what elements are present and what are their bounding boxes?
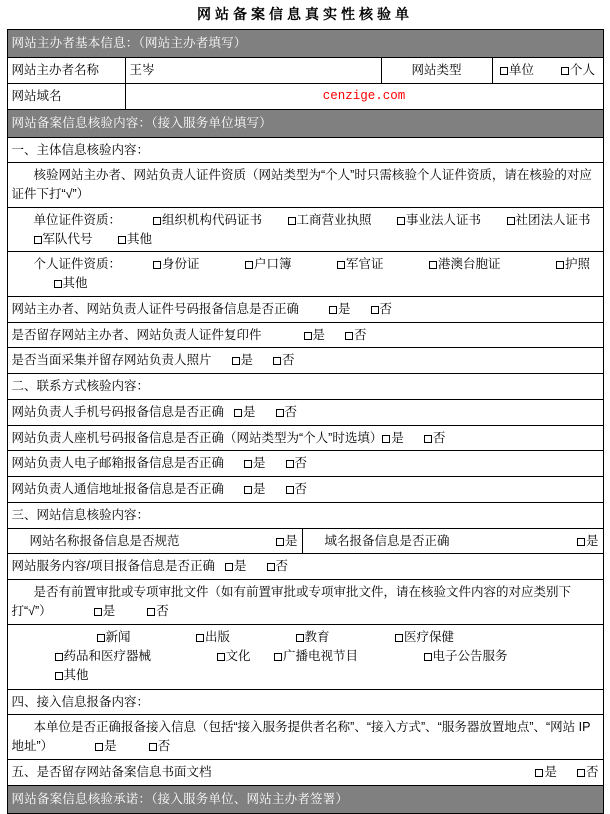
part2-q2-no[interactable] (424, 429, 446, 448)
part3-domain-question-cell (302, 528, 603, 554)
personal-cert-option-other-label: 其他 (62, 276, 88, 290)
category-broadcast[interactable] (274, 649, 358, 663)
empty-checkbox-icon[interactable] (577, 769, 585, 777)
part4-yes-label: 是 (104, 739, 117, 754)
part5-yes[interactable] (535, 763, 557, 782)
category-culture-label: 文化 (225, 648, 251, 663)
category-publishing-label: 出版 (205, 629, 231, 644)
empty-checkbox-icon[interactable] (118, 236, 126, 244)
part5-cell (7, 759, 603, 785)
part2-q4-cell (7, 477, 603, 503)
unit-cert-cell (7, 207, 603, 252)
part4-heading-row (7, 689, 603, 715)
part5-no-label: 否 (585, 764, 599, 779)
owner-banner-label: 网站主办者基本信息：（网站主办者填写） (11, 36, 247, 51)
part2-q4-label: 网站负责人通信地址报备信息是否正确 (11, 482, 225, 496)
part1-q1-cell (7, 296, 603, 322)
website-type-option-unit-label: 单位 (509, 63, 535, 77)
part3-preapproval-label: 是否有前置审批或专项审批文件（如有前置审批或专项审批文件，请在核验文件内容的对应类别下打“√”） (11, 585, 572, 618)
part2-q1-label: 网站负责人手机号码报备信息是否正确 (11, 404, 225, 419)
unit-cert-option-social-legal-label: 社团法人证书 (515, 212, 591, 227)
part1-q1-row (7, 296, 603, 322)
verify-banner-row (7, 109, 603, 137)
part1-q2-row (7, 322, 603, 348)
part3-service-cell (7, 554, 603, 580)
website-type-options (492, 58, 603, 84)
empty-checkbox-icon[interactable] (217, 653, 225, 661)
part3-preapproval-no-label: 否 (156, 603, 169, 618)
empty-checkbox-icon[interactable] (153, 261, 161, 269)
empty-checkbox-icon[interactable] (274, 653, 282, 661)
part3-preapproval-yes[interactable] (72, 602, 116, 621)
part1-q2-yes-label: 是 (312, 327, 326, 342)
page-title: 网站备案信息真实性核验单 (197, 8, 413, 23)
category-education-label: 教育 (304, 629, 330, 644)
part1-q1-no[interactable] (371, 300, 393, 319)
category-news[interactable] (55, 628, 131, 647)
category-healthcare-label: 医疗保健 (404, 629, 455, 644)
empty-checkbox-icon[interactable] (304, 332, 312, 340)
empty-checkbox-icon[interactable] (196, 634, 204, 642)
empty-checkbox-icon[interactable] (429, 261, 437, 269)
personal-cert-option-id-card[interactable] (131, 255, 200, 274)
empty-checkbox-icon[interactable] (371, 306, 379, 314)
website-type-option-unit[interactable] (500, 61, 534, 80)
part3-name-question-label: 网站名称报备信息是否规范 (29, 533, 180, 548)
personal-cert-option-household[interactable] (223, 255, 292, 274)
part2-q3-label: 网站负责人电子邮箱报备信息是否正确 (11, 456, 225, 471)
unit-cert-option-other-label: 其他 (127, 231, 153, 246)
empty-checkbox-icon[interactable] (288, 217, 296, 225)
promise-banner-label: 网站备案信息核验承诺：（接入服务单位、网站主办者签署） (11, 791, 349, 806)
personal-cert-option-hmt-label: 港澳台胞证 (438, 257, 501, 272)
part3-service-yes-label: 是 (233, 559, 247, 574)
part5-options (535, 763, 598, 782)
part2-q3-yes-label: 是 (253, 456, 266, 471)
part3-preapproval-row (7, 580, 603, 625)
empty-checkbox-icon[interactable] (561, 67, 569, 75)
empty-checkbox-icon[interactable] (94, 608, 102, 616)
unit-cert-option-other[interactable] (96, 230, 152, 249)
part3-service-no-label: 否 (275, 559, 289, 574)
personal-cert-option-other[interactable] (32, 274, 88, 293)
part3-domain-question-label: 域名报备信息是否正确 (324, 533, 450, 548)
part2-q1-no[interactable] (276, 403, 298, 422)
empty-checkbox-icon[interactable] (244, 486, 252, 494)
part3-preapproval-no[interactable] (125, 602, 169, 621)
part1-q3-cell (7, 348, 603, 374)
owner-banner (7, 30, 603, 58)
part2-q1-yes[interactable] (234, 403, 256, 422)
empty-checkbox-icon[interactable] (556, 261, 564, 269)
website-type-option-individual-label: 个人 (569, 63, 595, 77)
part1-heading-row (7, 137, 603, 163)
empty-checkbox-icon[interactable] (337, 261, 345, 269)
promise-banner (7, 785, 603, 813)
unit-cert-option-military-code-label: 军队代号 (42, 231, 93, 246)
part2-q3-no[interactable] (286, 454, 308, 473)
owner-banner-row (7, 30, 603, 58)
empty-checkbox-icon[interactable] (267, 563, 275, 571)
verify-banner-label: 网站备案信息核验内容：（接入服务单位填写） (11, 115, 272, 130)
empty-checkbox-icon[interactable] (276, 409, 284, 417)
empty-checkbox-icon[interactable] (507, 217, 515, 225)
category-bbs[interactable] (382, 647, 508, 666)
part1-q3-label: 是否当面采集并留存网站负责人照片 (11, 353, 212, 368)
unit-cert-label: 单位证件资质： (33, 212, 122, 227)
category-broadcast-label: 广播电视节目 (283, 648, 359, 663)
empty-checkbox-icon[interactable] (149, 743, 157, 751)
part1-q2-no-label: 否 (354, 327, 367, 342)
part3-service-row (7, 554, 603, 580)
part2-q1-row (7, 399, 603, 425)
unit-cert-row (7, 207, 603, 252)
category-publishing[interactable] (154, 628, 230, 647)
part3-preapproval-cell (7, 580, 603, 625)
empty-checkbox-icon[interactable] (97, 634, 105, 642)
personal-cert-row (7, 252, 603, 297)
part3-service-no[interactable] (267, 557, 289, 576)
part2-q2-yes[interactable] (382, 429, 404, 448)
empty-checkbox-icon[interactable] (232, 357, 240, 365)
unit-cert-option-institution-legal-label: 事业法人证书 (406, 212, 482, 227)
unit-cert-option-org-code[interactable] (131, 211, 262, 230)
domain-label: 网站域名 (7, 83, 125, 109)
empty-checkbox-icon[interactable] (234, 409, 242, 417)
verification-form-table (7, 29, 604, 814)
part5-heading: 五、是否留存网站备案信息书面文档 (11, 764, 212, 779)
part3-heading-row (7, 502, 603, 528)
part3-service-label: 网站服务内容/项目报备信息是否正确 (11, 559, 215, 574)
part1-q2-yes[interactable] (304, 326, 326, 345)
empty-checkbox-icon[interactable] (153, 217, 161, 225)
part2-q3-row (7, 451, 603, 477)
part2-q3-cell (7, 451, 603, 477)
part3-heading: 三、网站信息核验内容： (7, 502, 603, 528)
category-drugs-devices-label: 药品和医疗器械 (63, 648, 152, 663)
part3-domain-question-yes-label: 是 (585, 533, 599, 548)
part2-q4-yes-label: 是 (253, 482, 266, 496)
category-bbs-label: 电子公告服务 (432, 648, 508, 663)
category-news-label: 新闻 (105, 629, 131, 644)
owner-name-value[interactable]: 王岑 (125, 58, 381, 84)
promise-banner-row (7, 785, 603, 813)
part3-categories-cell (7, 624, 603, 689)
empty-checkbox-icon[interactable] (286, 460, 294, 468)
category-education[interactable] (254, 628, 330, 647)
unit-cert-option-business-license-label: 工商营业执照 (296, 212, 372, 227)
empty-checkbox-icon[interactable] (95, 743, 103, 751)
part1-heading: 一、主体信息核验内容： (7, 137, 603, 163)
empty-checkbox-icon[interactable] (397, 217, 405, 225)
part1-q3-row (7, 348, 603, 374)
part5-no[interactable] (577, 763, 599, 782)
empty-checkbox-icon[interactable] (55, 653, 63, 661)
personal-cert-option-passport-label: 护照 (565, 257, 591, 272)
part2-q4-no[interactable] (286, 480, 308, 499)
verify-banner (7, 109, 603, 137)
part2-q1-no-label: 否 (284, 404, 298, 419)
part1-q2-no[interactable] (345, 326, 367, 345)
part2-heading: 二、联系方式核验内容： (7, 374, 603, 400)
part1-q1-yes[interactable] (329, 300, 351, 319)
part2-q2-cell (7, 425, 603, 451)
domain-row (7, 83, 603, 109)
part1-intro-row (7, 163, 603, 208)
empty-checkbox-icon[interactable] (34, 236, 42, 244)
empty-checkbox-icon[interactable] (577, 538, 585, 546)
part1-q2-cell (7, 322, 603, 348)
part3-name-question-yes-label: 是 (284, 533, 298, 548)
category-other-label: 其他 (63, 668, 89, 683)
empty-checkbox-icon[interactable] (329, 306, 337, 314)
part2-q3-yes[interactable] (244, 454, 266, 473)
empty-checkbox-icon[interactable] (273, 357, 281, 365)
part3-service-yes[interactable] (225, 557, 247, 576)
part4-heading: 四、接入信息报备内容： (7, 689, 603, 715)
part2-q1-yes-label: 是 (243, 404, 256, 419)
category-healthcare[interactable] (353, 628, 454, 647)
category-other[interactable] (13, 666, 89, 685)
part1-q3-yes-label: 是 (240, 353, 254, 368)
empty-checkbox-icon[interactable] (54, 280, 62, 288)
personal-cert-option-officer-label: 军官证 (346, 257, 384, 272)
part3-name-question-cell (7, 528, 302, 554)
unit-cert-option-org-code-label: 组织机构代码证书 (162, 212, 263, 227)
part2-q3-no-label: 否 (294, 456, 308, 471)
part5-row (7, 759, 603, 785)
empty-checkbox-icon[interactable] (395, 634, 403, 642)
part2-q1-cell (7, 399, 603, 425)
part1-q1-label: 网站主办者、网站负责人证件号码报备信息是否正确 (11, 301, 300, 316)
empty-checkbox-icon[interactable] (345, 332, 353, 340)
part2-q2-yes-label: 是 (391, 430, 404, 445)
part5-yes-label: 是 (544, 764, 557, 779)
owner-name-label: 网站主办者名称 (7, 58, 125, 84)
empty-checkbox-icon[interactable] (382, 435, 390, 443)
empty-checkbox-icon[interactable] (500, 67, 508, 75)
part4-yes[interactable] (73, 737, 117, 756)
website-type-label: 网站类型 (381, 58, 492, 84)
owner-name-row (7, 58, 603, 84)
personal-cert-option-id-card-label: 身份证 (162, 257, 200, 272)
personal-cert-option-passport[interactable] (534, 255, 590, 274)
domain-value[interactable]: cenzige.com (125, 83, 603, 109)
empty-checkbox-icon[interactable] (225, 563, 233, 571)
part2-q4-no-label: 否 (294, 482, 308, 496)
empty-checkbox-icon[interactable] (535, 769, 543, 777)
part3-domain-question-yes[interactable] (577, 532, 599, 551)
personal-cert-option-officer[interactable] (315, 255, 384, 274)
personal-cert-option-household-label: 户口簿 (254, 257, 292, 272)
part4-no-label: 否 (157, 739, 171, 754)
part1-q1-no-label: 否 (379, 301, 393, 316)
part1-q3-yes[interactable] (232, 351, 254, 370)
personal-cert-label: 个人证件资质： (33, 257, 122, 272)
part3-categories-row (7, 624, 603, 689)
empty-checkbox-icon[interactable] (244, 460, 252, 468)
part3-split-row (7, 528, 603, 554)
part3-name-question-yes[interactable] (276, 532, 298, 551)
part4-no[interactable] (127, 737, 171, 756)
website-type-option-individual[interactable] (561, 61, 595, 80)
part1-q3-no-label: 否 (282, 353, 295, 368)
part2-heading-row (7, 374, 603, 400)
part4-question-row (7, 715, 603, 760)
part1-q3-no[interactable] (273, 351, 295, 370)
empty-checkbox-icon[interactable] (245, 261, 253, 269)
empty-checkbox-icon[interactable] (276, 538, 284, 546)
part1-q1-yes-label: 是 (338, 301, 351, 316)
part2-q2-label: 网站负责人座机号码报备信息是否正确（网站类型为“个人”时选填） (11, 430, 383, 445)
empty-checkbox-icon[interactable] (147, 608, 155, 616)
part2-q2-row (7, 425, 603, 451)
empty-checkbox-icon[interactable] (424, 653, 432, 661)
part3-preapproval-yes-label: 是 (102, 603, 116, 618)
personal-cert-cell (7, 252, 603, 297)
empty-checkbox-icon[interactable] (424, 435, 432, 443)
empty-checkbox-icon[interactable] (286, 486, 294, 494)
empty-checkbox-icon[interactable] (296, 634, 304, 642)
part2-q4-row (7, 477, 603, 503)
unit-cert-option-social-legal[interactable] (485, 211, 591, 230)
personal-cert-option-hmt[interactable] (407, 255, 501, 274)
part4-question-cell (7, 715, 603, 760)
part2-q2-no-label: 否 (432, 430, 446, 445)
empty-checkbox-icon[interactable] (55, 672, 63, 680)
category-drugs-devices[interactable] (13, 647, 152, 666)
part1-q2-label: 是否留存网站主办者、网站负责人证件复印件 (11, 327, 262, 342)
part4-question-label: 本单位是否正确报备接入信息（包括“接入服务提供者名称”、“接入方式”、“服务器放置地点”、“网站 IP 地址”） (11, 720, 591, 754)
category-culture[interactable] (175, 647, 251, 666)
part1-intro: 核验网站主办者、网站负责人证件资质（网站类型为“个人”时只需核验个人证件资质，请在核验的对应证件下打“√”） (7, 163, 603, 208)
unit-cert-option-military-code[interactable] (12, 230, 93, 249)
unit-cert-option-business-license[interactable] (266, 211, 372, 230)
unit-cert-option-institution-legal[interactable] (375, 211, 481, 230)
part2-q4-yes[interactable] (244, 480, 266, 499)
